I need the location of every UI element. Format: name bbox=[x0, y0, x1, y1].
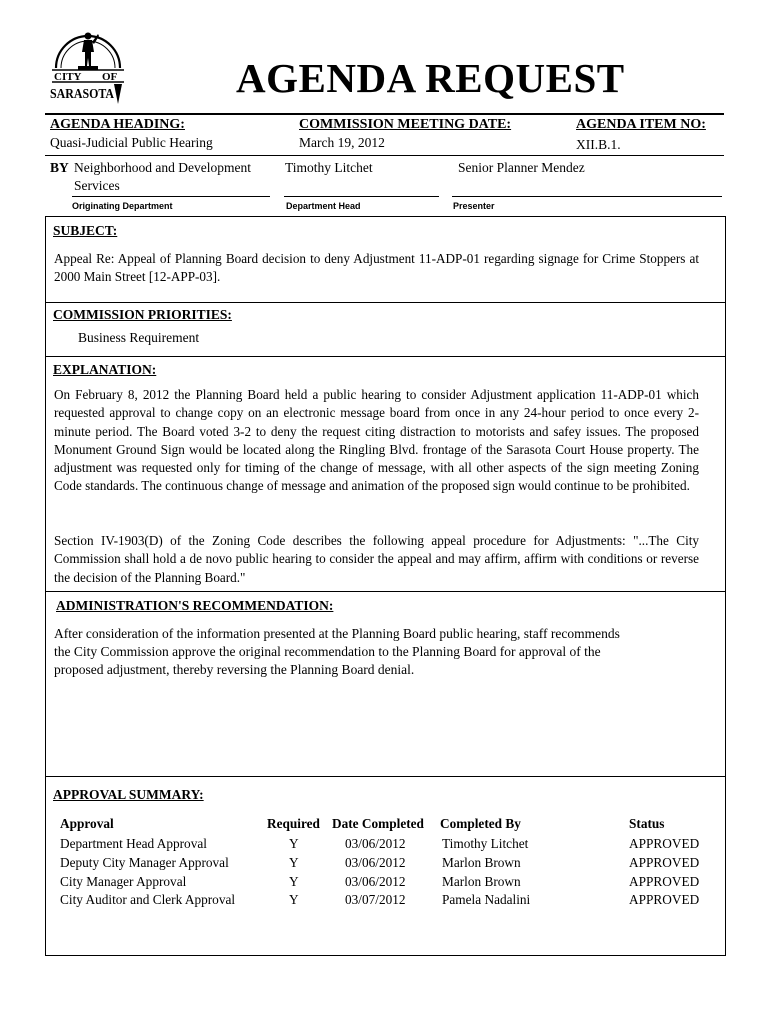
subject-top-rule bbox=[45, 216, 726, 217]
presenter-underline bbox=[452, 196, 722, 197]
meeting-date-value: March 19, 2012 bbox=[299, 135, 385, 150]
recommendation-top-rule bbox=[45, 591, 726, 592]
column-date-completed: Date Completed bbox=[332, 816, 424, 831]
approval-top-rule bbox=[45, 776, 726, 777]
date-completed: 03/06/2012 bbox=[345, 836, 406, 851]
column-status: Status bbox=[629, 816, 665, 831]
by-label: BY bbox=[50, 160, 69, 175]
heading-bottom-rule bbox=[45, 155, 724, 156]
required-flag: Y bbox=[289, 836, 299, 851]
priorities-top-rule bbox=[45, 302, 726, 303]
subject-heading: SUBJECT: bbox=[53, 223, 118, 238]
agenda-item-no-label: AGENDA ITEM NO: bbox=[576, 117, 706, 132]
approval-name: Deputy City Manager Approval bbox=[60, 855, 229, 870]
recommendation-line-1: After consideration of the information presented at the Planning Board public hearing, staff recommends bbox=[54, 626, 620, 641]
date-completed: 03/06/2012 bbox=[345, 855, 406, 870]
agenda-heading-value: Quasi-Judicial Public Hearing bbox=[50, 135, 213, 150]
logo-sarasota-text: SARASOTA bbox=[50, 87, 115, 102]
explanation-paragraph-2: Section IV-1903(D) of the Zoning Code describes the following appeal procedure for Adjustments: "...The City Commission shall hold a de novo public hearing to consider the appeal and may affirm, affirm with conditions or reverse the decision of the Planning Board." bbox=[54, 533, 699, 585]
top-rule bbox=[45, 113, 724, 115]
priorities-heading: COMMISSION PRIORITIES: bbox=[53, 307, 232, 322]
page-title: AGENDA REQUEST bbox=[236, 55, 625, 101]
column-completed-by: Completed By bbox=[440, 816, 521, 831]
status: APPROVED bbox=[629, 874, 700, 889]
logo-city-text: CITY bbox=[54, 71, 82, 83]
subject-text: Appeal Re: Appeal of Planning Board decision to deny Adjustment 11-ADP-01 regarding signage for Crime Stoppers at 2000 Main Street [12-APP-03]. bbox=[54, 251, 699, 285]
date-completed: 03/06/2012 bbox=[345, 874, 406, 889]
originating-department-line1: Neighborhood and Development bbox=[74, 160, 251, 175]
date-completed: 03/07/2012 bbox=[345, 892, 406, 907]
column-required: Required bbox=[267, 816, 320, 831]
status: APPROVED bbox=[629, 836, 700, 851]
explanation-top-rule bbox=[45, 356, 726, 357]
recommendation-line-2: the City Commission approve the original recommendation to the Planning Board for approval of the bbox=[54, 644, 601, 659]
recommendation-line-3: proposed adjustment, thereby reversing the Planning Board denial. bbox=[54, 662, 415, 677]
city-seal-icon bbox=[48, 22, 128, 106]
completed-by: Timothy Litchet bbox=[442, 836, 529, 851]
department-head-value: Timothy Litchet bbox=[285, 160, 373, 175]
priorities-text: Business Requirement bbox=[78, 330, 200, 345]
presenter-caption: Presenter bbox=[453, 201, 495, 211]
required-flag: Y bbox=[289, 892, 299, 907]
completed-by: Marlon Brown bbox=[442, 874, 521, 889]
department-underline bbox=[72, 196, 270, 197]
recommendation-heading: ADMINISTRATION'S RECOMMENDATION: bbox=[56, 598, 334, 613]
required-flag: Y bbox=[289, 855, 299, 870]
bottom-rule bbox=[45, 955, 726, 956]
originating-department-line2: Services bbox=[74, 178, 120, 193]
approval-name: City Auditor and Clerk Approval bbox=[60, 892, 236, 907]
agenda-heading-label: AGENDA HEADING: bbox=[50, 117, 185, 132]
required-flag: Y bbox=[289, 874, 299, 889]
originating-department-caption: Originating Department bbox=[72, 201, 173, 211]
completed-by: Pamela Nadalini bbox=[442, 892, 531, 907]
logo-of-text: OF bbox=[102, 71, 118, 83]
approval-summary-heading: APPROVAL SUMMARY: bbox=[53, 787, 204, 802]
meeting-date-label: COMMISSION MEETING DATE: bbox=[299, 117, 512, 132]
approval-name: Department Head Approval bbox=[60, 836, 207, 851]
department-head-underline bbox=[284, 196, 439, 197]
department-head-caption: Department Head bbox=[286, 201, 361, 211]
completed-by: Marlon Brown bbox=[442, 855, 521, 870]
city-of-sarasota-logo bbox=[48, 22, 128, 106]
column-approval: Approval bbox=[60, 816, 114, 831]
status: APPROVED bbox=[629, 892, 700, 907]
approval-name: City Manager Approval bbox=[60, 874, 187, 889]
explanation-paragraph-1: On February 8, 2012 the Planning Board held a public hearing to consider Adjustment application 11-ADP-01 which requested approval to change copy on an electronic message board from once in any 24-hour period to once every 2-minute period. The Board voted 3-2 to deny the request citing distraction to motorists and safey issues. The proposed Monument Ground Sign would be located along the Ringling Blvd. frontage of the Sarasota Court House property. The adjustment was requested only for timing of the change of message, with all other aspects of the sign meeting Zoning Code standards. The continuous change of message and animation of the proposed sign would continue to be prohibited. bbox=[54, 387, 699, 494]
status: APPROVED bbox=[629, 855, 700, 870]
explanation-heading: EXPLANATION: bbox=[53, 362, 157, 377]
presenter-value: Senior Planner Mendez bbox=[458, 160, 585, 175]
agenda-item-no-value: XII.B.1. bbox=[576, 137, 621, 152]
